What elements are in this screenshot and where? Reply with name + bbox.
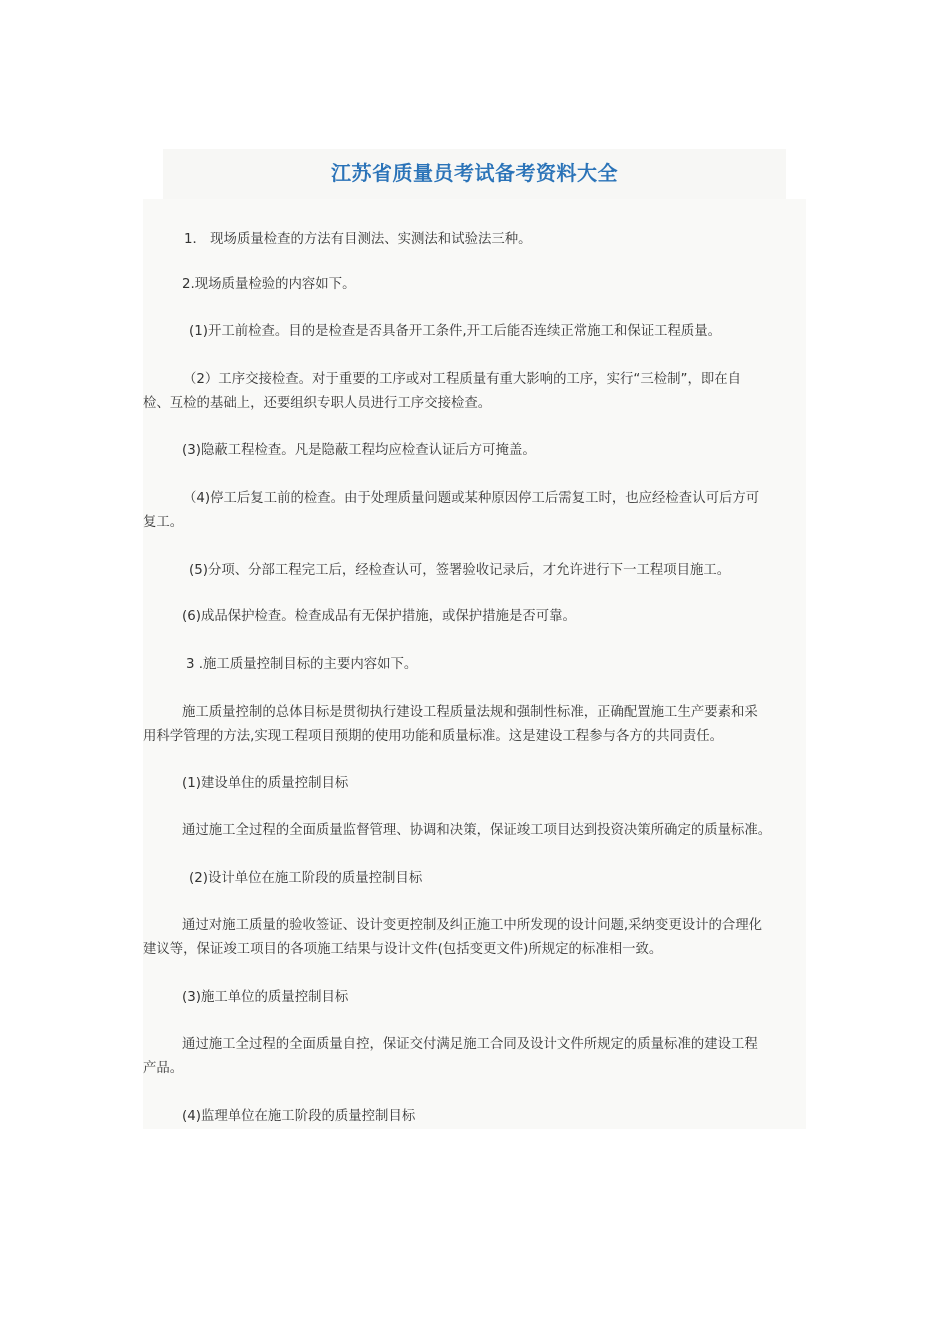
paragraph-2 bbox=[143, 273, 806, 297]
paragraph-14 bbox=[143, 914, 806, 962]
paragraph-line: (4)监理单位在施工阶段的质量控制目标 bbox=[182, 1109, 416, 1124]
paragraph-line: (1)建设单住的质量控制目标 bbox=[182, 776, 349, 791]
paragraph-line: (6)成品保护检查。检查成品有无保护措施，或保护措施是否可靠。 bbox=[182, 609, 576, 624]
paragraph-line: 2.现场质量检验的内容如下。 bbox=[182, 277, 356, 292]
paragraph-line: （2）工序交接检查。对于重要的工序或对工程质量有重大影响的工序，实行“三检制”，即在自 bbox=[183, 372, 742, 387]
paragraph-1 bbox=[143, 228, 806, 252]
paragraph-line: 通过施工全过程的全面质量自控，保证交付满足施工合同及设计文件所规定的质量标准的建设工程 bbox=[182, 1037, 758, 1052]
paragraph-3 bbox=[143, 320, 806, 344]
paragraph-line: (3)施工单位的质量控制目标 bbox=[182, 990, 349, 1005]
paragraph-7 bbox=[143, 559, 806, 583]
paragraph-line: 3 .施工质量控制目标的主要内容如下。 bbox=[186, 657, 418, 672]
paragraph-line: (1)开工前检查。目的是检查是否具备开工条件,开工后能否连续正常施工和保证工程质量。 bbox=[189, 324, 722, 339]
paragraph-12 bbox=[143, 819, 806, 843]
paragraph-line: (3)隐蔽工程检查。凡是隐蔽工程均应检查认证后方可掩盖。 bbox=[182, 443, 536, 458]
document-title: 江苏省质量员考试备考资料大全 bbox=[331, 161, 618, 185]
paragraph-line: 通过对施工质量的验收签证、设计变更控制及纠正施工中所发现的设计问题,采纳变更设计的合理化 bbox=[182, 918, 763, 933]
paragraph-line: 用科学管理的方法,实现工程项目预期的使用功能和质量标准。这是建设工程参与各方的共同责任。 bbox=[143, 729, 724, 744]
paragraph-16 bbox=[143, 1033, 806, 1081]
paragraph-line: (5)分项、分部工程完工后，经检查认可，签署验收记录后，才允许进行下一工程项目施工。 bbox=[189, 563, 731, 578]
paragraph-4 bbox=[143, 368, 806, 416]
paragraph-line: 复工。 bbox=[143, 515, 184, 530]
paragraph-10 bbox=[143, 701, 806, 749]
paragraph-15 bbox=[143, 986, 806, 1010]
paragraph-5 bbox=[143, 439, 806, 463]
document-body bbox=[143, 199, 806, 1129]
paragraph-line: 通过施工全过程的全面质量监督管理、协调和决策，保证竣工项目达到投资决策所确定的质量标准。 bbox=[182, 823, 772, 838]
paragraph-line: （4)停工后复工前的检查。由于处理质量问题或某种原因停工后需复工时，也应经检查认可后方可 bbox=[183, 491, 760, 506]
paragraph-17 bbox=[143, 1105, 806, 1129]
paragraph-line: 检、互检的基础上，还要组织专职人员进行工序交接检查。 bbox=[143, 396, 492, 411]
paragraph-line: 1． 现场质量检查的方法有目测法、实测法和试验法三种。 bbox=[184, 232, 532, 247]
paragraph-9 bbox=[143, 653, 806, 677]
paragraph-line: (2)设计单位在施工阶段的质量控制目标 bbox=[189, 871, 423, 886]
paragraph-13 bbox=[143, 867, 806, 891]
paragraph-line: 建议等，保证竣工项目的各项施工结果与设计文件(包括变更文件)所规定的标准相一致。 bbox=[143, 942, 663, 957]
paragraph-line: 施工质量控制的总体目标是贯彻执行建设工程质量法规和强制性标准，正确配置施工生产要素和采 bbox=[182, 705, 758, 720]
paragraph-8 bbox=[143, 605, 806, 629]
paragraph-6 bbox=[143, 487, 806, 535]
paragraph-line: 产品。 bbox=[143, 1061, 184, 1076]
paragraph-11 bbox=[143, 772, 806, 796]
